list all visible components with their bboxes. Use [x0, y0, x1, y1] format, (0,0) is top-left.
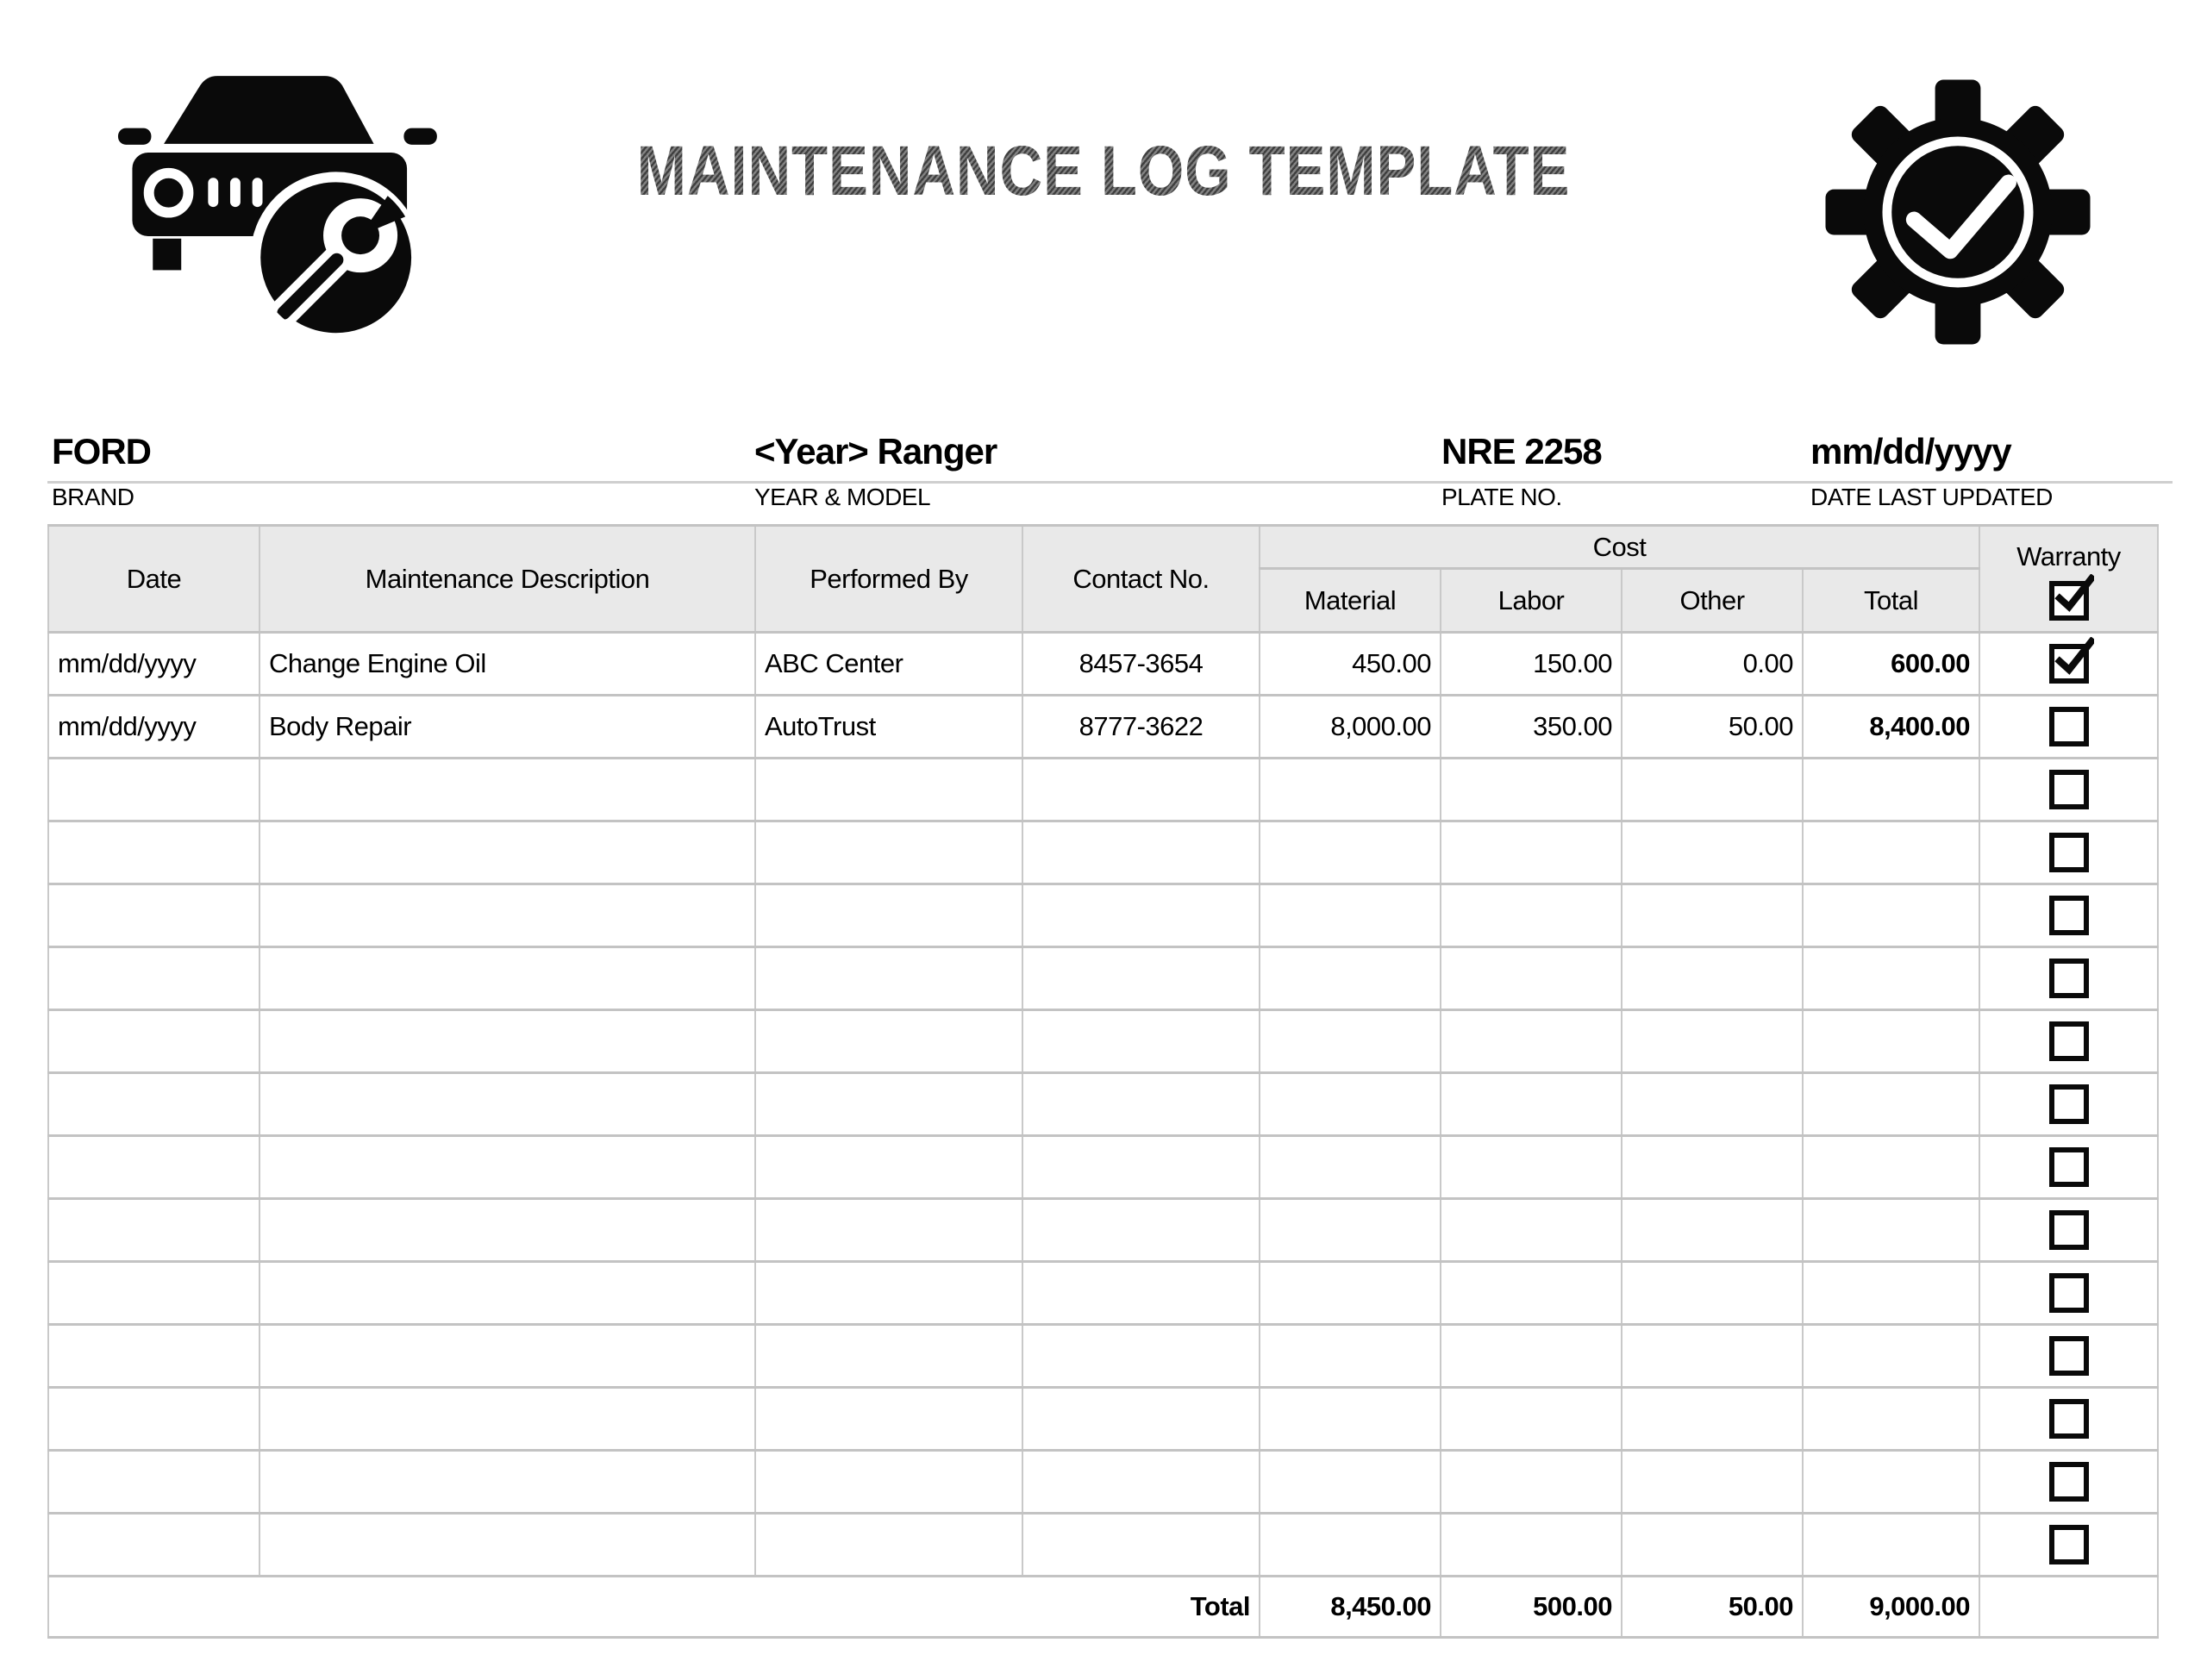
cell-performed-by[interactable]	[755, 1514, 1022, 1577]
cell-date[interactable]	[48, 759, 259, 821]
col-header-cost-group: Cost	[1260, 526, 1979, 569]
cell-total	[1803, 821, 1979, 884]
cell-date[interactable]	[48, 1262, 259, 1325]
plate-no-label: PLATE NO.	[1441, 484, 1562, 510]
cell-description[interactable]	[259, 1262, 755, 1325]
cell-date[interactable]	[48, 1136, 259, 1199]
cell-warranty	[1979, 1073, 2158, 1136]
warranty-checkbox[interactable]	[2049, 1021, 2089, 1061]
info-field-plate-no	[1441, 429, 1602, 510]
warranty-checkbox[interactable]	[2049, 1147, 2089, 1187]
table-row-empty	[48, 947, 2158, 1010]
total-other: 50.00	[1622, 1577, 1803, 1638]
col-header-material: Material	[1260, 569, 1441, 633]
total-row	[48, 1577, 2158, 1638]
warranty-header-label: Warranty	[2016, 540, 2121, 571]
cell-warranty	[1979, 759, 2158, 821]
cell-date[interactable]	[48, 947, 259, 1010]
cell-description[interactable]	[259, 1451, 755, 1514]
date-updated-label: DATE LAST UPDATED	[1810, 484, 2053, 510]
cell-date[interactable]	[48, 1010, 259, 1073]
cell-total	[1803, 1451, 1979, 1514]
page-title: MAINTENANCE LOG TEMPLATE	[636, 132, 1571, 210]
date-updated-value[interactable]: mm/dd/yyyy	[1810, 431, 2011, 472]
cell-total: 8,400.00	[1803, 696, 1979, 759]
cell-labor[interactable]	[1441, 1262, 1622, 1325]
cell-material[interactable]	[1260, 1325, 1441, 1388]
maintenance-log-table	[47, 524, 2159, 1639]
cell-other[interactable]	[1622, 947, 1803, 1010]
warranty-header-checkbox-icon	[2049, 581, 2089, 621]
cell-total	[1803, 1388, 1979, 1451]
cell-warranty	[1979, 633, 2158, 696]
cell-description[interactable]	[259, 1514, 755, 1577]
cell-contact[interactable]	[1022, 1010, 1260, 1073]
cell-labor[interactable]	[1441, 1451, 1622, 1514]
cell-warranty	[1979, 1136, 2158, 1199]
table-row-empty	[48, 1199, 2158, 1262]
cell-contact[interactable]	[1022, 1073, 1260, 1136]
cell-description[interactable]	[259, 1073, 755, 1136]
table-row-empty	[48, 1325, 2158, 1388]
cell-labor[interactable]: 350.00	[1441, 696, 1622, 759]
cell-performed-by[interactable]	[755, 1199, 1022, 1262]
cell-total	[1803, 884, 1979, 947]
cell-contact[interactable]	[1022, 884, 1260, 947]
cell-description[interactable]	[259, 884, 755, 947]
col-header-total: Total	[1803, 569, 1979, 633]
cell-performed-by[interactable]	[755, 1136, 1022, 1199]
gear-with-checkmark-icon	[1806, 74, 2110, 353]
cell-material[interactable]	[1260, 1010, 1441, 1073]
cell-description[interactable]: Change Engine Oil	[259, 633, 755, 696]
cell-total	[1803, 947, 1979, 1010]
cell-warranty	[1979, 696, 2158, 759]
plate-no-value[interactable]: NRE 2258	[1441, 431, 1602, 472]
cell-contact[interactable]	[1022, 1388, 1260, 1451]
cell-labor[interactable]	[1441, 1073, 1622, 1136]
cell-warranty	[1979, 1325, 2158, 1388]
cell-material[interactable]	[1260, 1136, 1441, 1199]
cell-other[interactable]	[1622, 1073, 1803, 1136]
cell-warranty	[1979, 1010, 2158, 1073]
cell-contact[interactable]	[1022, 759, 1260, 821]
cell-labor[interactable]	[1441, 884, 1622, 947]
cell-contact[interactable]	[1022, 1199, 1260, 1262]
total-labor: 500.00	[1441, 1577, 1622, 1638]
brand-label: BRAND	[52, 484, 134, 510]
warranty-checkbox[interactable]	[2049, 1210, 2089, 1250]
cell-warranty	[1979, 821, 2158, 884]
warranty-checkbox[interactable]	[2049, 1399, 2089, 1439]
warranty-checkbox[interactable]	[2049, 1525, 2089, 1564]
total-material: 8,450.00	[1260, 1577, 1441, 1638]
cell-contact[interactable]	[1022, 1136, 1260, 1199]
cell-total	[1803, 1262, 1979, 1325]
year-model-label: YEAR & MODEL	[754, 484, 931, 510]
cell-contact[interactable]	[1022, 1514, 1260, 1577]
cell-warranty	[1979, 1514, 2158, 1577]
cell-date[interactable]	[48, 1073, 259, 1136]
cell-total	[1803, 1010, 1979, 1073]
cell-labor[interactable]	[1441, 821, 1622, 884]
total-grand: 9,000.00	[1803, 1577, 1979, 1638]
table-row-empty	[48, 1451, 2158, 1514]
cell-total	[1803, 1325, 1979, 1388]
cell-contact[interactable]: 8777-3622	[1022, 696, 1260, 759]
cell-other[interactable]	[1622, 1136, 1803, 1199]
cell-material[interactable]	[1260, 1073, 1441, 1136]
cell-performed-by[interactable]	[755, 1388, 1022, 1451]
cell-description[interactable]	[259, 1325, 755, 1388]
cell-description[interactable]: Body Repair	[259, 696, 755, 759]
cell-date[interactable]: mm/dd/yyyy	[48, 696, 259, 759]
cell-description[interactable]	[259, 1388, 755, 1451]
cell-contact[interactable]	[1022, 821, 1260, 884]
table-row-empty	[48, 1262, 2158, 1325]
cell-material[interactable]	[1260, 1199, 1441, 1262]
cell-date[interactable]	[48, 1514, 259, 1577]
cell-labor[interactable]	[1441, 1136, 1622, 1199]
warranty-checkbox[interactable]	[2049, 896, 2089, 935]
cell-material[interactable]	[1260, 947, 1441, 1010]
cell-date[interactable]	[48, 1388, 259, 1451]
cell-performed-by[interactable]	[755, 1325, 1022, 1388]
cell-description[interactable]	[259, 821, 755, 884]
cell-material[interactable]	[1260, 1451, 1441, 1514]
cell-labor[interactable]	[1441, 1199, 1622, 1262]
info-field-date-updated	[1810, 429, 2053, 510]
warranty-checkbox[interactable]	[2049, 644, 2089, 684]
cell-contact[interactable]: 8457-3654	[1022, 633, 1260, 696]
cell-warranty	[1979, 1199, 2158, 1262]
table-row-empty	[48, 1136, 2158, 1199]
cell-labor[interactable]	[1441, 1010, 1622, 1073]
cell-performed-by[interactable]	[755, 884, 1022, 947]
cell-performed-by[interactable]	[755, 1073, 1022, 1136]
cell-date[interactable]	[48, 1199, 259, 1262]
cell-labor[interactable]: 150.00	[1441, 633, 1622, 696]
cell-contact[interactable]	[1022, 1451, 1260, 1514]
cell-other[interactable]	[1622, 1010, 1803, 1073]
cell-contact[interactable]	[1022, 947, 1260, 1010]
cell-other[interactable]	[1622, 1514, 1803, 1577]
cell-material[interactable]	[1260, 1388, 1441, 1451]
cell-performed-by[interactable]	[755, 947, 1022, 1010]
col-header-date: Date	[48, 526, 259, 633]
col-header-performed-by: Performed By	[755, 526, 1022, 633]
cell-material[interactable]	[1260, 759, 1441, 821]
cell-total	[1803, 1136, 1979, 1199]
cell-description[interactable]	[259, 1199, 755, 1262]
cell-other[interactable]	[1622, 1325, 1803, 1388]
cell-material[interactable]: 450.00	[1260, 633, 1441, 696]
cell-other[interactable]	[1622, 759, 1803, 821]
table-row-empty	[48, 1073, 2158, 1136]
table-row-2	[48, 696, 2158, 759]
cell-total	[1803, 1073, 1979, 1136]
car-with-wrench-icon	[99, 59, 454, 359]
cell-performed-by[interactable]	[755, 1262, 1022, 1325]
info-field-year-model	[754, 429, 997, 510]
cell-performed-by[interactable]	[755, 1010, 1022, 1073]
cell-warranty	[1979, 884, 2158, 947]
info-field-brand	[52, 429, 151, 510]
cell-date[interactable]	[48, 1325, 259, 1388]
table-row-empty	[48, 884, 2158, 947]
cell-total	[1803, 759, 1979, 821]
brand-value[interactable]: FORD	[52, 431, 151, 472]
col-header-description: Maintenance Description	[259, 526, 755, 633]
cell-performed-by[interactable]	[755, 759, 1022, 821]
warranty-checkbox[interactable]	[2049, 1462, 2089, 1502]
cell-material[interactable]	[1260, 1262, 1441, 1325]
cell-total	[1803, 1199, 1979, 1262]
cell-performed-by[interactable]: ABC Center	[755, 633, 1022, 696]
table-row-empty	[48, 821, 2158, 884]
cell-warranty	[1979, 1451, 2158, 1514]
cell-labor[interactable]	[1441, 759, 1622, 821]
cell-material[interactable]: 8,000.00	[1260, 696, 1441, 759]
cell-labor[interactable]	[1441, 947, 1622, 1010]
warranty-checkbox[interactable]	[2049, 707, 2089, 746]
cell-other[interactable]: 0.00	[1622, 633, 1803, 696]
warranty-checkbox[interactable]	[2049, 959, 2089, 998]
cell-material[interactable]	[1260, 821, 1441, 884]
cell-date[interactable]: mm/dd/yyyy	[48, 633, 259, 696]
cell-performed-by[interactable]	[755, 821, 1022, 884]
cell-other[interactable]	[1622, 1262, 1803, 1325]
table-row-empty	[48, 1514, 2158, 1577]
table-row-empty	[48, 1388, 2158, 1451]
cell-date[interactable]	[48, 1451, 259, 1514]
cell-labor[interactable]	[1441, 1388, 1622, 1451]
warranty-checkbox[interactable]	[2049, 1336, 2089, 1376]
warranty-checkbox[interactable]	[2049, 770, 2089, 809]
table-row-empty	[48, 1010, 2158, 1073]
cell-other[interactable]	[1622, 821, 1803, 884]
warranty-checkbox[interactable]	[2049, 1273, 2089, 1313]
cell-date[interactable]	[48, 884, 259, 947]
cell-material[interactable]	[1260, 884, 1441, 947]
total-warranty-cell	[1979, 1577, 2158, 1638]
cell-other[interactable]: 50.00	[1622, 696, 1803, 759]
col-header-labor: Labor	[1441, 569, 1622, 633]
cell-labor[interactable]	[1441, 1325, 1622, 1388]
table-row-1	[48, 633, 2158, 696]
cell-warranty	[1979, 947, 2158, 1010]
cell-description[interactable]	[259, 1136, 755, 1199]
cell-contact[interactable]	[1022, 1262, 1260, 1325]
cell-description[interactable]	[259, 947, 755, 1010]
cell-performed-by[interactable]: AutoTrust	[755, 696, 1022, 759]
cell-warranty	[1979, 1388, 2158, 1451]
cell-description[interactable]	[259, 759, 755, 821]
cell-warranty	[1979, 1262, 2158, 1325]
cell-total	[1803, 1514, 1979, 1577]
cell-material[interactable]	[1260, 1514, 1441, 1577]
cell-description[interactable]	[259, 1010, 755, 1073]
cell-contact[interactable]	[1022, 1325, 1260, 1388]
col-header-contact: Contact No.	[1022, 526, 1260, 633]
year-model-value[interactable]: <Year> Ranger	[754, 431, 997, 472]
cell-performed-by[interactable]	[755, 1451, 1022, 1514]
cell-other[interactable]	[1622, 1199, 1803, 1262]
col-header-warranty	[1979, 526, 2158, 633]
cell-date[interactable]	[48, 821, 259, 884]
warranty-checkbox[interactable]	[2049, 833, 2089, 872]
cell-total: 600.00	[1803, 633, 1979, 696]
log-table-body	[48, 633, 2158, 1577]
cell-other[interactable]	[1622, 1388, 1803, 1451]
cell-other[interactable]	[1622, 884, 1803, 947]
col-header-other: Other	[1622, 569, 1803, 633]
cell-labor[interactable]	[1441, 1514, 1622, 1577]
table-row-empty	[48, 759, 2158, 821]
total-label: Total	[48, 1577, 1260, 1638]
warranty-checkbox[interactable]	[2049, 1084, 2089, 1124]
cell-other[interactable]	[1622, 1451, 1803, 1514]
